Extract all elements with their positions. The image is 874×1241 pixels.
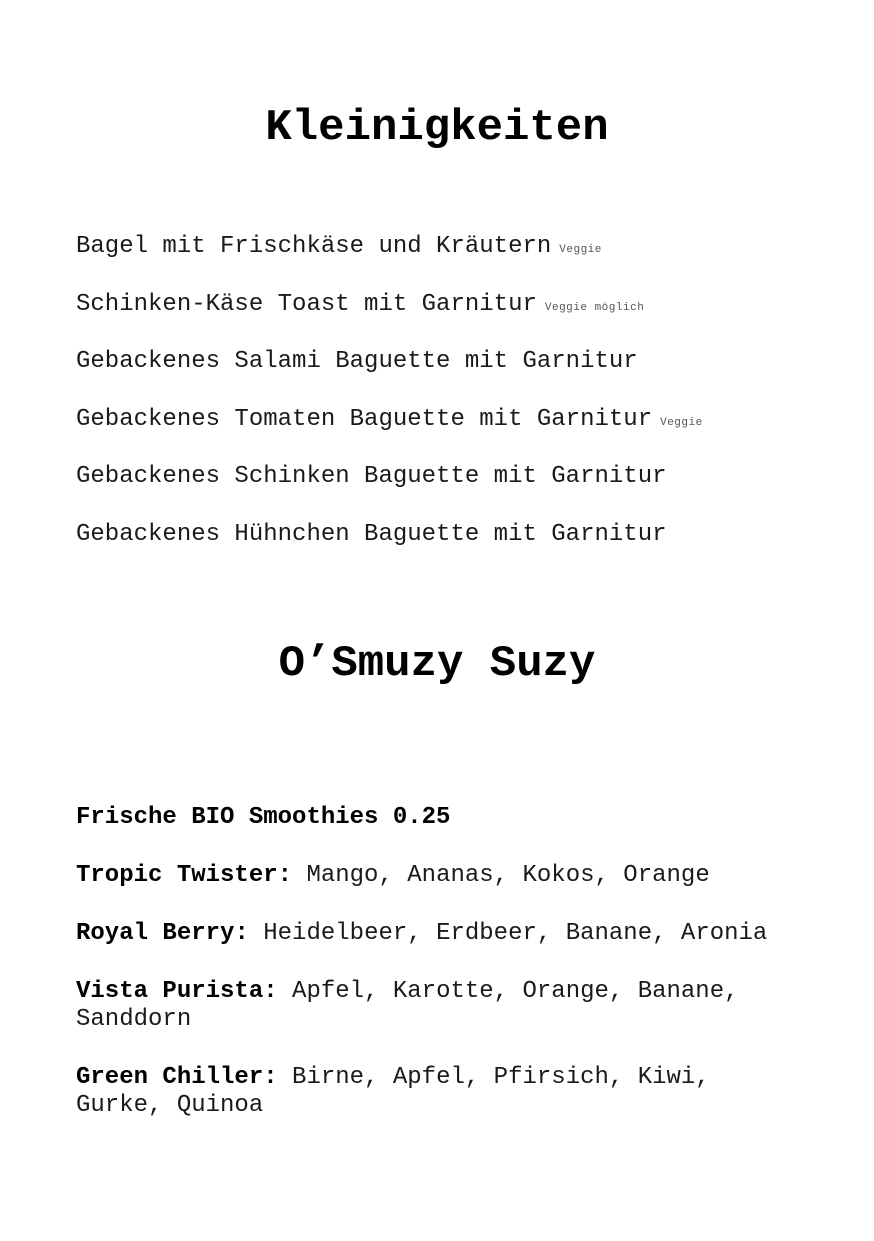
smoothie-ingredients: Heidelbeer, Erdbeer, Banane, Aronia <box>248 920 768 947</box>
snack-item-text: Bagel mit Frischkäse und Kräutern <box>76 233 552 260</box>
smoothie-ingredients: Apfel, Karotte, Orange, Banane, Sanddorn <box>76 978 739 1033</box>
snack-item-tag: Veggie möglich <box>544 301 645 314</box>
smoothie-item <box>76 920 806 948</box>
smoothie-ingredients: Birne, Apfel, Pfirsich, Kiwi, Gurke, Quinoa <box>76 1064 710 1119</box>
smoothie-item <box>76 1064 806 1120</box>
snack-item-text: Gebackenes Hühnchen Baguette mit Garnitur <box>76 520 667 548</box>
snack-list <box>76 230 856 576</box>
smoothie-item <box>76 978 806 1034</box>
section-heading-snacks: Kleinigkeiten <box>265 103 609 153</box>
section-heading-smoothies: O’Smuzy Suzy <box>278 639 596 689</box>
snack-item <box>76 460 856 518</box>
snack-item-text: Gebackenes Schinken Baguette mit Garnitur <box>76 463 667 491</box>
smoothie-ingredients: Mango, Ananas, Kokos, Orange <box>292 862 710 889</box>
snack-item-tag: Veggie <box>660 416 703 429</box>
snack-item <box>76 518 856 576</box>
smoothie-list <box>76 804 806 1150</box>
smoothie-name: Royal Berry: <box>76 920 249 947</box>
smoothie-name: Tropic Twister: <box>76 862 293 889</box>
smoothie-item <box>76 862 806 890</box>
snack-item <box>76 345 856 403</box>
smoothie-name: Vista Purista: <box>76 978 278 1005</box>
smoothie-name: Green Chiller: <box>76 1064 278 1091</box>
snack-item <box>76 230 856 288</box>
snack-item-text: Gebackenes Tomaten Baguette mit Garnitur <box>76 405 653 433</box>
snack-item-tag: Veggie <box>559 244 602 256</box>
snack-item-text: Gebackenes Salami Baguette mit Garnitur <box>76 348 638 376</box>
snack-item-text: Schinken-Käse Toast mit Garnitur <box>76 290 537 318</box>
snack-item <box>76 403 856 461</box>
smoothie-subtitle: Frische BIO Smoothies 0.25 <box>76 804 451 831</box>
snack-item <box>76 288 856 346</box>
